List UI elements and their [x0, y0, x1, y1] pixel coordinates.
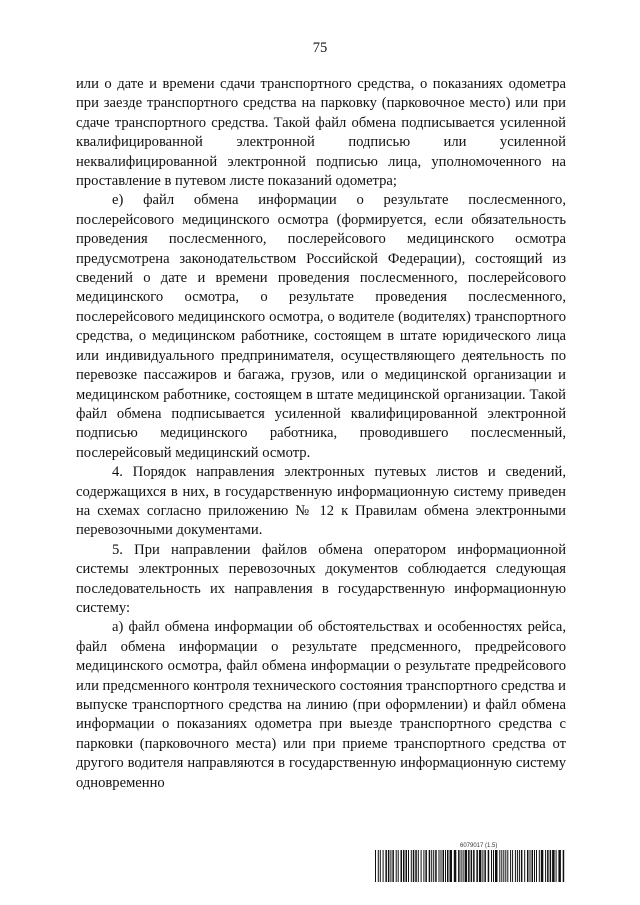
document-code: 6079017 (1.5): [460, 843, 498, 849]
paragraph-item-e: е) файл обмена информации о результате послесменного, послерейсового медицинского осмотра (формируется, если обязательность проведения послесменного, послерейсового медицинского осмотра предусмотрена законодательством Российской Федерации), состоящий из сведений о дате и времени проведения послесменного, послерейсового медицинского осмотра, о результате проведения послесменного, послерейсового медицинского осмотра, о водителе (водителях) транспортного средства, о медицинском работнике, состоящем в штате юридического лица или индивидуального предпринимателя, осуществляющего деятельность по перевозке пассажиров и багажа, грузов, или о медицинской организации и медицинском работнике, состоящем в штате медицинской организации. Такой файл обмена подписывается усиленной квалифицированной электронной подписью медицинского работника, проводившего послесменный, послерейсовый медицинский осмотр.: [76, 192, 566, 461]
paragraph-4: 4. Порядок направления электронных путевых листов и сведений, содержащихся в них, в государственную информационную систему приведен на схемах согласно приложению № 12 к Правилам обмена электронными перевозочными документами.: [76, 464, 566, 539]
body-text: [76, 75, 566, 793]
page-number: 75: [312, 40, 328, 56]
barcode-icon: [375, 850, 565, 882]
paragraph-item-a: а) файл обмена информации об обстоятельствах и особенностях рейса, файл обмена информации о результате предсменного, предрейсового медицинского осмотра, файл обмена информации о результате предрейсового или предсменного контроля технического состояния транспортного средства и выпуске транспортного средства на линию (при оформлении) и файл обмена информации о показаниях одометра при выезде транспортного средства с парковки (парковочного места) или при приеме транспортного средства от другого водителя направляются в государственную информационную систему одновременно: [76, 619, 566, 791]
paragraph-continuation: или о дате и времени сдачи транспортного средства, о показаниях одометра при заезде транспортного средства на парковку (парковочное место) или при сдаче транспортного средства. Такой файл обмена подписывается усиленной квалифицированной электронной подписью или усиленной неквалифицированной электронной подписью лица, уполномоченного на проставление в путевом листе показаний одометра;: [76, 76, 566, 190]
paragraph-5: 5. При направлении файлов обмена оператором информационной системы электронных перевозочных документов соблюдается следующая последовательность их направления в государственную информационную систему:: [76, 541, 566, 616]
